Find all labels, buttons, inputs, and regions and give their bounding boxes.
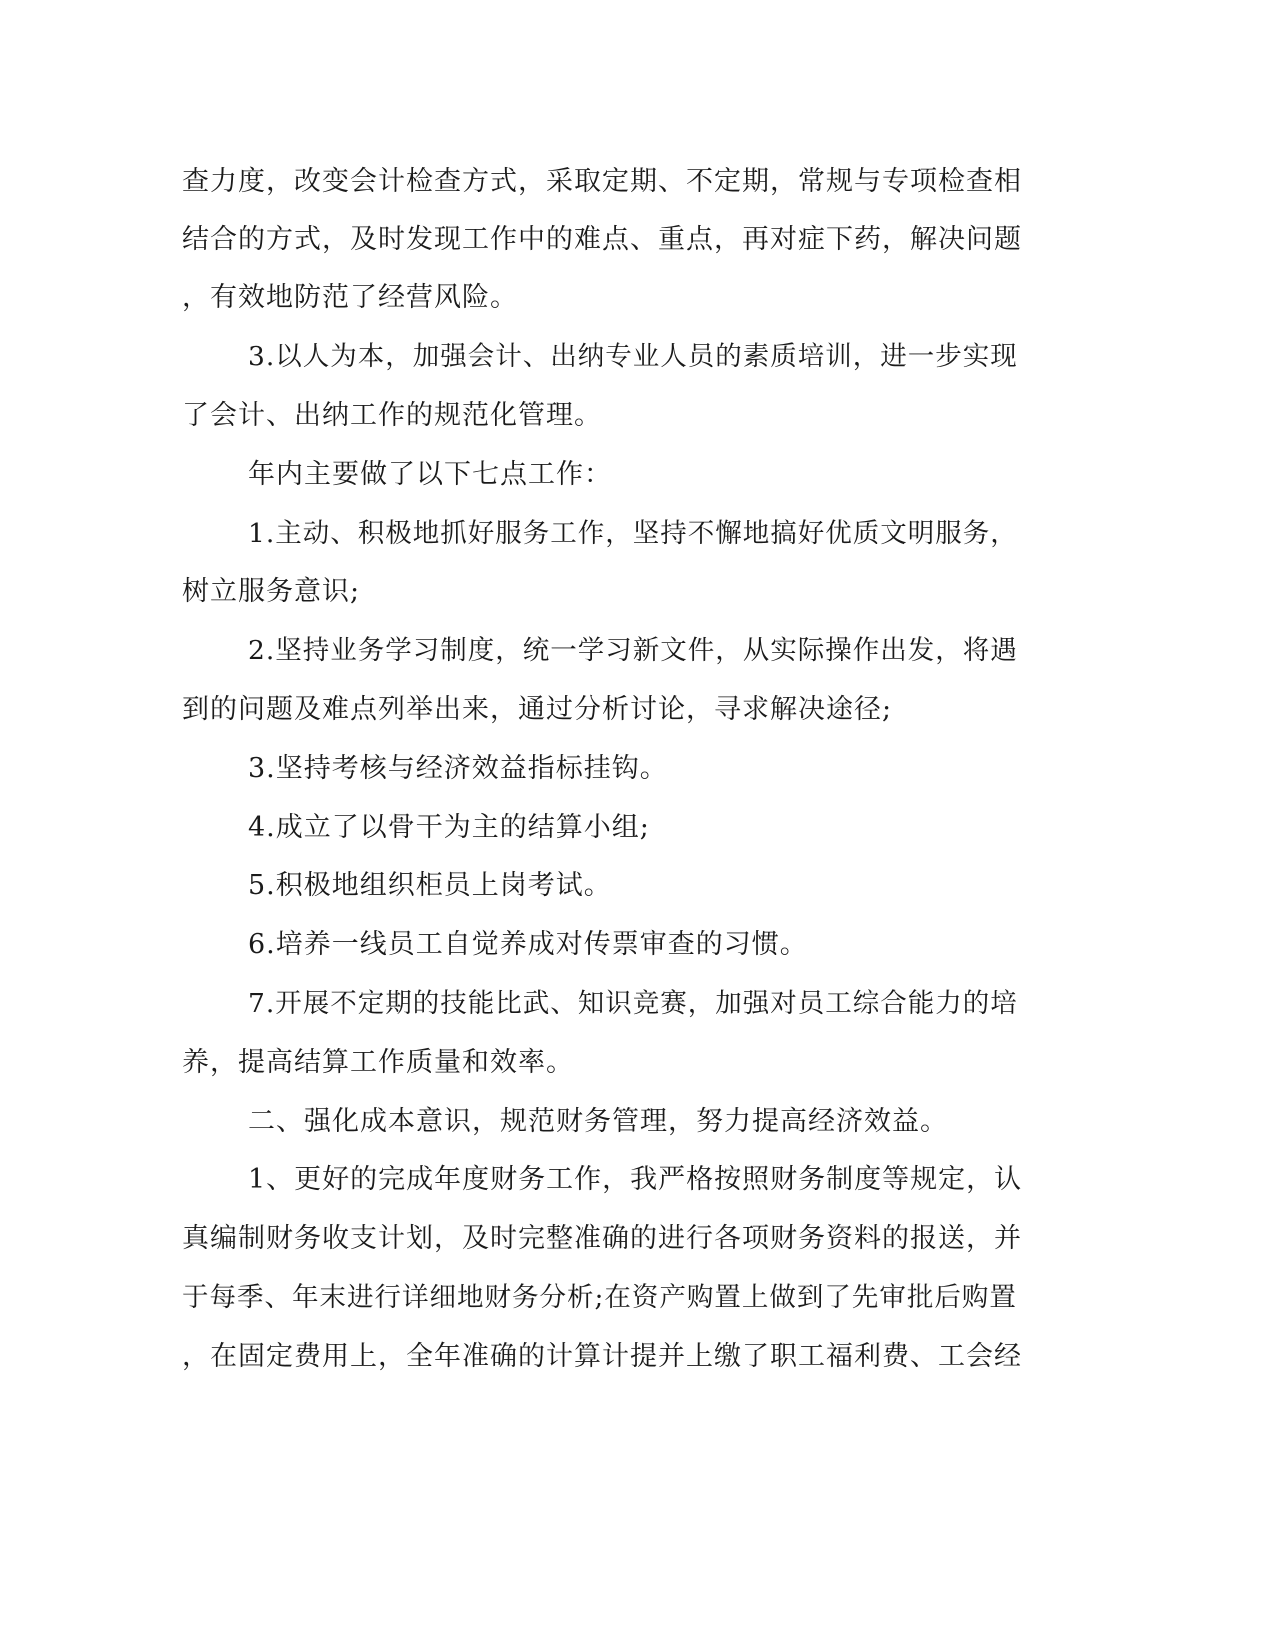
text-line: 1.主动、积极地抓好服务工作，坚持不懈地搞好优质文明服务， bbox=[248, 518, 1018, 549]
text-line: 真编制财务收支计划，及时完整准确的进行各项财务资料的报送，并 bbox=[182, 1223, 1022, 1254]
text-line: 查力度，改变会计检查方式，采取定期、不定期，常规与专项检查相 bbox=[182, 166, 1022, 197]
text-line: 3.以人为本，加强会计、出纳专业人员的素质培训，进一步实现 bbox=[248, 341, 1018, 372]
text-line: 3.坚持考核与经济效益指标挂钩。 bbox=[248, 753, 668, 784]
text-line: ，在固定费用上，全年准确的计算计提并上缴了职工福利费、工会经 bbox=[182, 1341, 1022, 1372]
text-line: 结合的方式，及时发现工作中的难点、重点，再对症下药，解决问题 bbox=[182, 224, 1022, 255]
text-line: 4.成立了以骨干为主的结算小组; bbox=[248, 812, 650, 843]
text-line: 1、更好的完成年度财务工作，我严格按照财务制度等规定，认 bbox=[248, 1164, 1023, 1195]
text-line: 年内主要做了以下七点工作： bbox=[248, 459, 612, 490]
text-line: 二、强化成本意识，规范财务管理，努力提高经济效益。 bbox=[248, 1106, 948, 1137]
text-line: 6.培养一线员工自觉养成对传票审查的习惯。 bbox=[248, 929, 808, 960]
text-line: 树立服务意识; bbox=[182, 576, 361, 607]
text-line: 5.积极地组织柜员上岗考试。 bbox=[248, 870, 612, 901]
text-line: 养，提高结算工作质量和效率。 bbox=[182, 1047, 574, 1078]
text-line: 7.开展不定期的技能比武、知识竞赛，加强对员工综合能力的培 bbox=[248, 988, 1018, 1019]
text-line: 了会计、出纳工作的规范化管理。 bbox=[182, 400, 602, 431]
text-line: 于每季、年末进行详细地财务分析;在资产购置上做到了先审批后购置 bbox=[182, 1282, 1017, 1313]
text-line: ，有效地防范了经营风险。 bbox=[182, 282, 518, 313]
text-line: 到的问题及难点列举出来，通过分析讨论，寻求解决途径; bbox=[182, 694, 893, 725]
text-line: 2.坚持业务学习制度，统一学习新文件，从实际操作出发，将遇 bbox=[248, 635, 1018, 666]
